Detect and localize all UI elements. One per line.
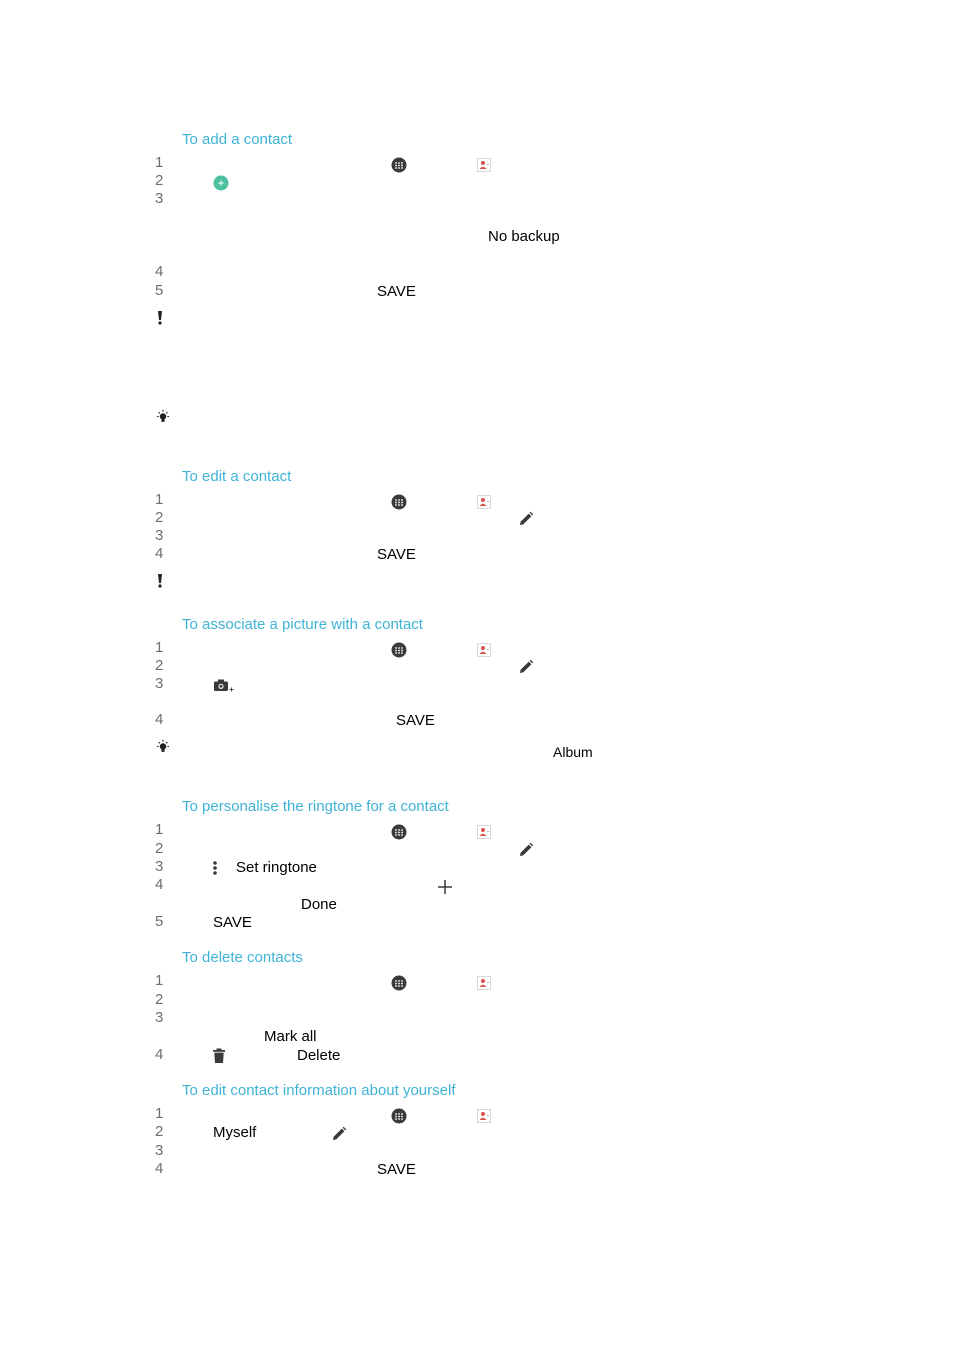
contacts-icon (477, 495, 491, 509)
apps-icon (391, 1108, 407, 1124)
apps-icon (391, 157, 407, 173)
step-number: 2 (155, 509, 164, 526)
contacts-icon (477, 643, 491, 657)
no-backup-label: No backup (488, 228, 560, 245)
step-number: 3 (155, 675, 164, 692)
apps-icon (391, 824, 407, 840)
save-label: SAVE (377, 283, 416, 300)
set-ringtone-label: Set ringtone (236, 859, 317, 876)
step-number: 1 (155, 639, 164, 656)
album-label: Album (553, 744, 593, 760)
lightbulb-icon (155, 409, 171, 425)
contacts-icon (477, 976, 491, 990)
delete-label: Delete (297, 1047, 341, 1064)
done-label: Done (301, 896, 337, 913)
step-number: 5 (155, 913, 164, 930)
contacts-icon (477, 1109, 491, 1123)
heading-edit-yourself: To edit contact information about yourself (182, 1082, 456, 1099)
heading-delete-contacts: To delete contacts (182, 949, 303, 966)
heading-edit-contact: To edit a contact (182, 468, 292, 485)
step-number: 2 (155, 991, 164, 1008)
save-label: SAVE (396, 712, 435, 729)
step-number: 4 (155, 711, 164, 728)
step-number: 3 (155, 527, 164, 544)
step-number: 2 (155, 1123, 164, 1140)
step-number: 4 (155, 876, 164, 893)
step-number: 4 (155, 263, 164, 280)
step-number: 3 (155, 1009, 164, 1026)
step-number: 2 (155, 840, 164, 857)
exclamation-icon (156, 310, 164, 326)
save-label: SAVE (213, 914, 252, 931)
step-number: 5 (155, 282, 164, 299)
step-number: 3 (155, 190, 164, 207)
add-contact-icon (213, 175, 229, 191)
edit-pencil-icon (518, 511, 534, 527)
edit-pencil-icon (518, 842, 534, 858)
step-number: 1 (155, 1105, 164, 1122)
step-number: 1 (155, 821, 164, 838)
step-number: 3 (155, 858, 164, 875)
step-number: 1 (155, 972, 164, 989)
step-number: 4 (155, 1046, 164, 1063)
edit-pencil-icon (331, 1126, 347, 1142)
lightbulb-icon (155, 739, 171, 755)
more-options-icon (212, 860, 218, 876)
mark-all-label: Mark all (264, 1028, 317, 1045)
heading-personalise-ringtone: To personalise the ringtone for a contact (182, 798, 449, 815)
edit-pencil-icon (518, 659, 534, 675)
myself-label: Myself (213, 1124, 257, 1141)
step-number: 1 (155, 154, 164, 171)
step-number: 3 (155, 1142, 164, 1159)
step-number: 4 (155, 545, 164, 562)
heading-add-contact: To add a contact (182, 131, 293, 148)
step-number: 1 (155, 491, 164, 508)
heading-associate-picture: To associate a picture with a contact (182, 616, 423, 633)
step-number: 4 (155, 1160, 164, 1177)
contacts-icon (477, 158, 491, 172)
trash-icon (212, 1048, 226, 1064)
save-label: SAVE (377, 546, 416, 563)
add-photo-icon (213, 678, 235, 694)
contacts-icon (477, 825, 491, 839)
exclamation-icon (156, 573, 164, 589)
apps-icon (391, 975, 407, 991)
step-number: 2 (155, 657, 164, 674)
apps-icon (391, 494, 407, 510)
step-number: 2 (155, 172, 164, 189)
plus-icon (437, 879, 453, 895)
apps-icon (391, 642, 407, 658)
save-label: SAVE (377, 1161, 416, 1178)
